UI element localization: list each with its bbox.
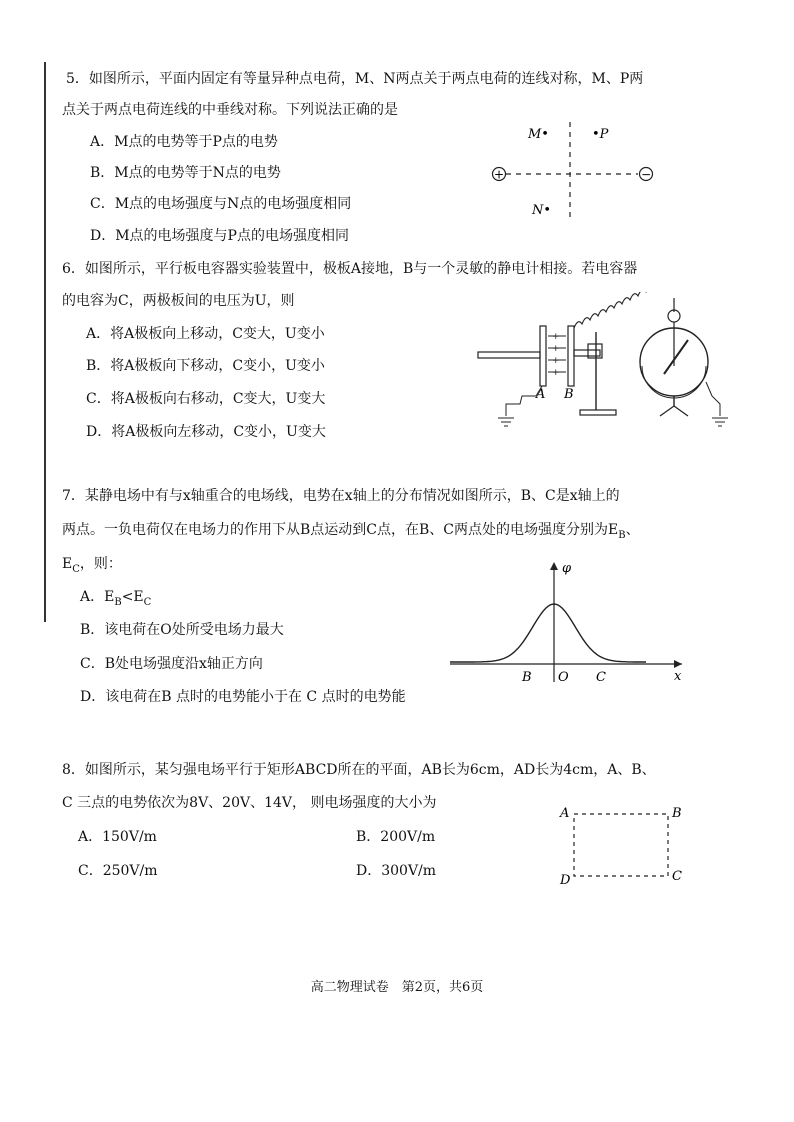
q6-option-a: A．将A极板向上移动，C变大，U变小 [86,326,325,342]
connecting-wire [574,292,680,328]
plate-a [540,326,546,386]
q5-stem-line2: 点关于两点电荷连线的中垂线对称。下列说法正确的是 [62,102,398,118]
q5-option-d: D．M点的电场强度与P点的电场强度相同 [90,228,349,244]
vertex-b-label: B [672,806,682,821]
phi-axis-label: φ [562,561,572,576]
electrometer-needle [664,340,688,374]
plate-a-label: A [536,387,546,402]
vertex-c-label: C [672,869,682,884]
q7-stem-line3: $E_C$，则： [62,556,122,575]
q6-option-c: C．将A极板向右移动，C变大，U变大 [86,391,326,407]
q8-option-a: A．150V/m [78,829,157,845]
q6-option-b: B．将A极板向下移动，C变小，U变小 [86,358,325,374]
vertex-a-label: A [560,806,570,821]
rectangle-abcd [574,814,668,876]
vertex-d-label: D [560,873,571,886]
potential-curve [450,604,646,662]
q7-stem-line1: 7．某静电场中有与x轴重合的电场线，电势在x轴上的分布情况如图所示，B、C是x轴上的 [62,488,620,504]
stand-base [580,410,616,415]
q7-option-d: D．该电荷在B 点时的电势能小于在 C 点时的电势能 [80,689,406,705]
q5-option-b: B．M点的电势等于N点的电势 [90,165,281,181]
q7-option-a: A．$E_B<E_C$ [80,589,152,608]
margin-line [44,62,46,622]
x-axis-label: x [674,669,682,684]
svg-text:+: + [552,344,560,354]
point-b-label: B [522,670,532,685]
positive-charge-sign: + [493,167,505,182]
plate-b [568,326,574,386]
svg-text:+: + [552,368,560,378]
svg-text:+: + [552,332,560,342]
point-n-label: N• [532,203,552,218]
q8-option-b: B．200V/m [356,829,436,845]
plate-b-label: B [564,387,574,402]
q5-figure [486,118,662,224]
svg-text:+: + [552,356,560,366]
q7-potential-graph [446,558,690,686]
x-axis-arrow-icon [674,660,682,668]
q7-option-c: C．B处电场强度沿x轴正方向 [80,656,263,672]
point-c-label: C [596,670,606,685]
q5-stem-line1: 5．如图所示，平面内固定有等量异种点电荷，M、N两点关于两点电荷的连线对称，M、P两 [66,71,644,87]
point-m-label: M• [528,127,549,142]
q8-option-d: D．300V/m [356,863,437,879]
q6-option-d: D．将A极板向左移动，C变小，U变大 [86,424,326,440]
q6-stem-line1: 6．如图所示，平行板电容器实验装置中，极板A接地，B与一个灵敏的静电计相接。若电容器 [62,261,638,277]
phi-axis-arrow-icon [550,562,558,570]
q6-stem-line2: 的电容为C，两极板间的电压为U，则 [62,293,295,309]
q6-apparatus-figure [476,292,728,432]
q7-stem-line2: 两点。一负电荷仅在电场力的作用下从B点运动到C点，在B、C两点处的电场强度分别为$E_B$、 [62,522,640,541]
plate-a-rod [478,352,540,358]
q5-option-a: A．M点的电势等于P点的电势 [90,134,278,150]
origin-o-label: O [558,670,569,685]
point-p-label: •P [592,127,609,142]
q8-stem-line2: C 三点的电势依次为8V、20V、14V， 则电场强度的大小为 [62,795,437,811]
q7-option-b: B．该电荷在O处所受电场力最大 [80,622,284,638]
q8-rectangle-figure [556,800,690,886]
q8-option-c: C．250V/m [78,863,158,879]
negative-charge-sign: − [640,167,652,182]
q5-option-c: C．M点的电场强度与N点的电场强度相同 [90,196,352,212]
q8-stem-line1: 8．如图所示，某匀强电场平行于矩形ABCD所在的平面，AB长为6cm，AD长为4cm，A、B、 [62,762,656,778]
page-footer: 高二物理试卷 第2页，共6页 [310,980,484,995]
